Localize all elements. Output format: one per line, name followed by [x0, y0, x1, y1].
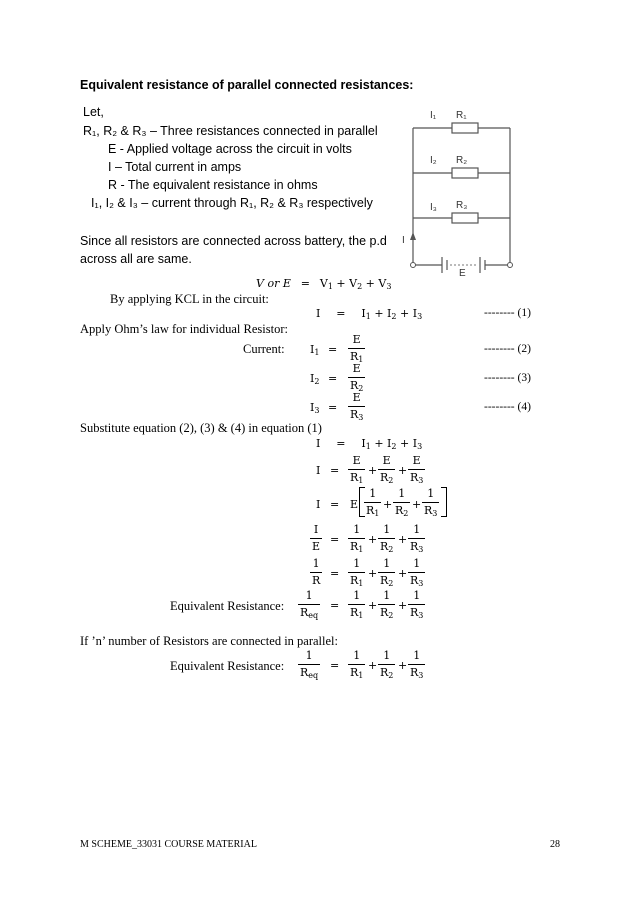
fraction-one-over-r3: 1 $R_3$: [410, 649, 424, 680]
def-resistances: R₁, R₂ & R₃ – Three resistances connected in parallel: [83, 124, 378, 138]
circuit-label-r3: R₃: [456, 200, 468, 211]
fraction-one-over-r2: 1 $R_2$: [380, 557, 394, 588]
equation-i1-lhs: $I_1$: [310, 343, 320, 357]
fraction-one-over-r1: 1 $R_1$: [366, 487, 380, 518]
fraction-e-over-r1: E $R_1$: [350, 333, 364, 364]
equation-tag-1: -------- (1): [484, 307, 531, 319]
equation-kcl-repeat: $I = I_1 + I_2 + I_3$: [316, 437, 423, 451]
equals-sign: =: [328, 401, 338, 414]
equals-sign: =: [330, 659, 340, 672]
paragraph-line2: across all are same.: [80, 252, 192, 266]
kcl-text: By applying KCL in the circuit:: [110, 292, 269, 306]
equals-sign: =: [330, 533, 340, 546]
plus-sign: +: [398, 567, 408, 580]
page-number: 28: [550, 839, 560, 850]
plus-sign: +: [368, 464, 378, 477]
equation-lhs-i: I: [316, 498, 321, 511]
fraction-e-over-r1: E $R_1$: [350, 454, 364, 485]
fraction-one-over-r3: 1 $R_3$: [410, 523, 424, 554]
equals-sign: =: [330, 464, 340, 477]
equals-sign: =: [330, 567, 340, 580]
equation-i2-lhs: $I_2$: [310, 372, 320, 386]
let-text: Let,: [83, 105, 104, 119]
plus-sign: +: [398, 599, 408, 612]
equals-sign: =: [328, 372, 338, 385]
factor-e: E: [350, 498, 359, 511]
fraction-one-over-r: 1 R: [312, 557, 321, 587]
fraction-one-over-r2: 1 $R_2$: [380, 523, 394, 554]
plus-sign: +: [398, 533, 408, 546]
circuit-label-i2: I₂: [430, 155, 437, 166]
def-current: I – Total current in amps: [108, 160, 242, 174]
equivalent-resistance-label: Equivalent Resistance:: [170, 599, 285, 613]
plus-sign: +: [368, 533, 378, 546]
fraction-one-over-r1: 1 $R_1$: [350, 557, 364, 588]
fraction-one-over-r1: 1 $R_1$: [350, 589, 364, 620]
def-branch-currents: I₁, I₂ & I₃ – current through R₁, R₂ & R₃ respectively: [91, 196, 373, 210]
equivalent-resistance-label: Equivalent Resistance:: [170, 659, 285, 673]
current-label: Current:: [243, 342, 285, 356]
fraction-one-over-req: 1 $R_{eq}$: [300, 589, 319, 620]
equation-tag-4: -------- (4): [484, 401, 531, 413]
fraction-e-over-r2: E $R_2$: [350, 362, 364, 393]
plus-sign: +: [398, 464, 408, 477]
plus-sign: +: [412, 498, 422, 511]
paragraph-line1: Since all resistors are connected across battery, the p.d: [80, 234, 387, 248]
equals-sign: =: [330, 498, 340, 511]
equals-sign: =: [330, 599, 340, 612]
def-resistance: R - The equivalent resistance in ohms: [108, 178, 318, 192]
fraction-one-over-r1: 1 $R_1$: [350, 649, 364, 680]
parallel-circuit-diagram: [400, 100, 530, 280]
circuit-label-i1: I₁: [430, 110, 437, 121]
plus-sign: +: [368, 659, 378, 672]
fraction-one-over-r3: 1 $R_3$: [410, 589, 424, 620]
fraction-one-over-r1: 1 $R_1$: [350, 523, 364, 554]
circuit-label-i: I: [402, 235, 405, 246]
fraction-e-over-r2: E $R_2$: [380, 454, 394, 485]
equation-lhs-i: I: [316, 464, 321, 477]
right-bracket: [441, 487, 447, 517]
circuit-label-r1: R₁: [456, 110, 467, 121]
circuit-label-r2: R₂: [456, 155, 468, 166]
fraction-one-over-r3: 1 $R_3$: [424, 487, 438, 518]
plus-sign: +: [368, 599, 378, 612]
fraction-one-over-r2: 1 $R_2$: [380, 589, 394, 620]
fraction-i-over-e: I E: [312, 523, 321, 553]
section-heading: Equivalent resistance of parallel connected resistances:: [80, 78, 414, 92]
circuit-label-e: E: [459, 268, 466, 279]
n-resistors-text: If ’n’ number of Resistors are connected in parallel:: [80, 634, 339, 648]
ohms-law-text: Apply Ohm’s law for individual Resistor:: [80, 322, 288, 336]
def-voltage: E - Applied voltage across the circuit in volts: [108, 142, 352, 156]
equation-i3-lhs: $I_3$: [310, 401, 320, 415]
fraction-one-over-req: 1 $R_{eq}$: [300, 649, 319, 680]
equation-tag-3: -------- (3): [484, 372, 531, 384]
equals-sign: =: [328, 343, 338, 356]
plus-sign: +: [398, 659, 408, 672]
equation-kcl: $I = I_1 + I_2 + I_3$: [316, 307, 423, 321]
fraction-e-over-r3: E $R_3$: [410, 454, 424, 485]
equation-tag-2: -------- (2): [484, 343, 531, 355]
equation-voltage: V or $E = V_1 + V_2 + V_3$: [256, 277, 392, 291]
fraction-e-over-r3: E $R_3$: [350, 391, 364, 422]
plus-sign: +: [368, 567, 378, 580]
plus-sign: +: [383, 498, 393, 511]
footer-course-material: M SCHEME_33031 COURSE MATERIAL: [80, 839, 257, 850]
fraction-one-over-r3: 1 $R_3$: [410, 557, 424, 588]
circuit-label-i3: I₃: [430, 202, 437, 213]
substitute-text: Substitute equation (2), (3) & (4) in equation (1): [80, 421, 322, 435]
fraction-one-over-r2: 1 $R_2$: [380, 649, 394, 680]
fraction-one-over-r2: 1 $R_2$: [395, 487, 409, 518]
